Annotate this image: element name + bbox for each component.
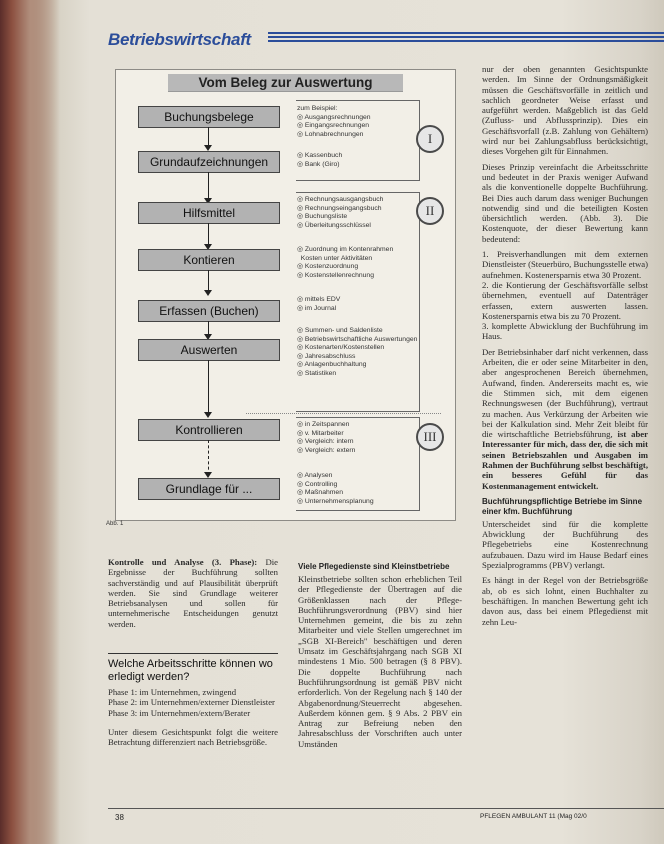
process-diagram xyxy=(115,69,456,521)
list-item: ◎ Kostenarten/Kostenstellen xyxy=(297,344,385,352)
left-column-phases xyxy=(108,687,278,752)
list-item: ◎ Ausgangsrechnungen xyxy=(297,113,371,121)
step-grundlage: Grundlage für ... xyxy=(138,478,280,500)
middle-column xyxy=(298,556,462,754)
phase-bracket xyxy=(296,100,420,181)
step-auswerten: Auswerten xyxy=(138,339,280,361)
list-item: ◎ Eingangsrechnungen xyxy=(297,122,370,130)
step-grundaufzeichnungen: Grundaufzeichnungen xyxy=(138,151,280,173)
phase-badge-3: III xyxy=(416,423,444,451)
right-subhead: Buchführungspflichtige Betriebe im Sinne einer kfm. Buchführung xyxy=(482,496,643,516)
phase-bracket xyxy=(296,192,420,412)
list-item: ◎ Kostenzuordnung xyxy=(297,263,359,271)
list-item: ◎ Lohnabrechnungen xyxy=(297,130,364,138)
header-rule xyxy=(268,32,664,46)
magazine-footer: PFLEGEN AMBULANT 11 (Mag 02/0 xyxy=(480,813,587,820)
phase-badge-1: I xyxy=(416,125,444,153)
list-item: ◎ mittels EDV xyxy=(297,296,341,303)
list-item: ◎ Betriebswirtschaftliche Auswertungen xyxy=(297,335,418,343)
step-buchungsbelege: Buchungsbelege xyxy=(138,106,280,128)
list-item: ◎ Bank (Giro) xyxy=(297,160,340,168)
right-paragraph-5: Es hängt in der Regel von der Betriebsgröße ab, ob es sich lohnt, einen Buchhalter zu beschäftigen. In manchen Bewertung geht ich davon aus, dass bei einem Pflegedienst mit zehn Leu- xyxy=(482,575,648,627)
right-list-item: 3. komplette Abwicklung der Buchführung im Haus. xyxy=(482,321,648,342)
list-item: ◎ v. Mitarbeiter xyxy=(297,429,344,437)
step-kontrollieren: Kontrollieren xyxy=(138,419,280,441)
list-item: ◎ Überleitungsschlüssel xyxy=(297,221,371,229)
left-column xyxy=(108,557,278,634)
list-item: ◎ Vergleich: intern xyxy=(297,438,354,446)
right-column xyxy=(482,64,648,632)
list-item: ◎ Unternehmensplanung xyxy=(297,497,374,505)
list-item: ◎ Summen- und Saldenliste xyxy=(297,327,383,334)
intro-paragraph: Kontrolle und Analyse (3. Phase): Die Ergebnisse der Buchführung sollten sachverständig und auf Plausibilität überprüft werden. Sie sind Grundlage weiterer Betriebsanalysen und sollen für unternehmerische Entscheidungen genutzt werden. xyxy=(108,557,278,629)
page-number: 38 xyxy=(115,813,124,822)
section-header-title: Betriebswirtschaft xyxy=(108,30,251,49)
phase-line: Phase 1: im Unternehmen, zwingend xyxy=(108,687,237,697)
middle-subhead: Viele Pflegedienste sind Kleinstbetriebe xyxy=(298,562,450,571)
step-kontieren: Kontieren xyxy=(138,249,280,271)
flow-arrow xyxy=(208,360,209,416)
step-erfassen: Erfassen (Buchen) xyxy=(138,300,280,322)
right-paragraph-1: nur der oben genannten Gesichtspunkte werden. Im Sinne der Ordnungsmäßigkeit müssen die Geschäftsvorfälle in zeitlich und sachlich geordneter Weise erfasst und aufgeführt werden. Maßgeblich ist das Geld (Zufluss- und Abflussprinzip). Dies ein Geschäftsvorfall (z.B. Zahlung von Gehältern) wird nur bei Zahlungsabfluss berücksichtigt, dieses Vorgehen gilt für Einnahmen. xyxy=(482,64,648,157)
list-item: ◎ Controlling xyxy=(297,480,338,488)
flow-arrow xyxy=(208,440,210,475)
list-item: ◎ Vergleich: extern xyxy=(297,446,356,454)
right-paragraph-4: Unterscheidet sind für die komplette Abwicklung der Buchführung des Pflegebetriebs eine Kostenrechnung aufzubauen. Dazu wird im Hause Bedarf eines Spezialprogramms (PBV) verlangt. xyxy=(482,518,648,571)
right-list-item: 1. Preisverhandlungen mit dem externen Dienstleister (Steuerbüro, Buchungsstelle etwa) aufnehmen. Kostenersparnis etwa 30 Prozent. xyxy=(482,249,648,280)
list-item: ◎ Jahresabschluss xyxy=(297,352,356,360)
phase-badge-2: II xyxy=(416,197,444,225)
list-item: ◎ im Journal xyxy=(297,304,337,312)
list-item: ◎ in Zeitspannen xyxy=(297,421,350,428)
flow-arrow xyxy=(208,172,209,201)
step-hilfsmittel: Hilfsmittel xyxy=(138,202,280,224)
arrowhead-icon xyxy=(204,412,212,418)
figure-caption: Abb. 1 xyxy=(106,521,124,527)
phase-bracket xyxy=(296,417,420,511)
arrowhead-icon xyxy=(204,290,212,296)
footer-rule xyxy=(108,808,664,809)
phase-line: Phase 2: im Unternehmen/externer Dienstleister xyxy=(108,697,275,708)
list-item: ◎ Rechnungseingangsbuch xyxy=(297,204,382,212)
list-item: ◎ Maßnahmen xyxy=(297,489,343,497)
outro-paragraph: Unter diesem Gesichtspunkt folgt die weitere Betrachtung differenziert nach Betriebsgröße. xyxy=(108,726,278,748)
right-list-item: 2. die Kontierung der Geschäftsvorfälle selbst übernehmen, eventuell auf Datenträger erfassen, extern auswerten lassen. Kostenersparnis etwa bis zu 70 Prozent. xyxy=(482,279,648,321)
dotted-divider xyxy=(246,413,441,414)
section-title: Welche Arbeitsschritte können wo erledigt werden? xyxy=(108,653,278,684)
middle-paragraph: Kleinstbetriebe sollten schon erheblichen Teil der Pflegedienste der Übertragen auf die Größenklassen nach der Pflege-Buchführungsverordnung (PBV) sind hier Unternehmen gemeint, die bis zu zehn Mitarbeiter und viele Stellen umgerechnet im „SGB XI-Bereich" beschäftigen und deren Umsatz im Geschäftsjahrgang nach SGB XI mindestens 1 Mio. 500 betragen (§ 8 PBV). Die doppelte Buchführung nach Buchführungsordnung ist gemäß PBV nicht erforderlich. Von der Regelung nach § 140 der Abgabenordnung/Steuerrecht abgesehen. Außerdem können gem. § 9 Abs. 2 PBV ein Antrag zur Befreiung neben den Jahresabschluss der Vorschriften auch unter Umständen xyxy=(298,574,462,749)
phase-line: Phase 3: im Unternehmen/extern/Berater xyxy=(108,707,251,718)
list-item: ◎ Kostenstellenrechnung xyxy=(297,271,374,279)
list-item: ◎ Analysen xyxy=(297,472,333,479)
list-item: Kosten unter Aktivitäten xyxy=(300,254,373,262)
list-item: ◎ Statistiken xyxy=(297,369,337,377)
list-item: ◎ Zuordnung im Kontenrahmen xyxy=(297,246,394,253)
list-item: ◎ Kassenbuch xyxy=(297,152,343,159)
right-paragraph-2: Dieses Prinzip vereinfacht die Arbeitsschritte und bedeutet in der Praxis weniger Aufwand als die konventionelle doppelte Buchführung. Bei Dies auch darum dass weniger Buchungen notwendig sind und die beteiligten Kosten übersichtlich werden. (Abb. 3). Die Kostenquote, der dieser Bewertung kann bedeutend: xyxy=(482,161,648,244)
list-item: ◎ Buchungsliste xyxy=(297,213,348,221)
right-paragraph-3: Der Betriebsinhaber darf nicht verkennen, dass Arbeiten, die er oder seine Mitarbeiter in den, aber angesprochenen Bereich übernehmen, Aufwand, finden. Andererseits macht es, wie die Stimmen sich, mit dem eigenen Rechnungswesen (der Buchführung), vertraut zu machen. Aus Verkürzung der Arbeiten wie bei der Kalkulation sind. Mehr Zeit bleibt für die wirtschaftliche Betriebsführung, ist aber Interessanter für mich, dass der, die sich mit seinen Betriebszahlen und Ausgaben im Rahmen der Buchführung selbst beschäftigt, ein besseres Gefühl für das Kostenmanagement entwickelt. xyxy=(482,346,648,491)
list-item: ◎ Anlagenbuchhaltung xyxy=(297,361,367,369)
list-item: zum Beispiel: xyxy=(297,105,338,112)
list-item: ◎ Rechnungsausgangsbuch xyxy=(297,196,384,203)
diagram-title: Vom Beleg zur Auswertung xyxy=(168,74,403,92)
book-spine xyxy=(0,0,60,844)
